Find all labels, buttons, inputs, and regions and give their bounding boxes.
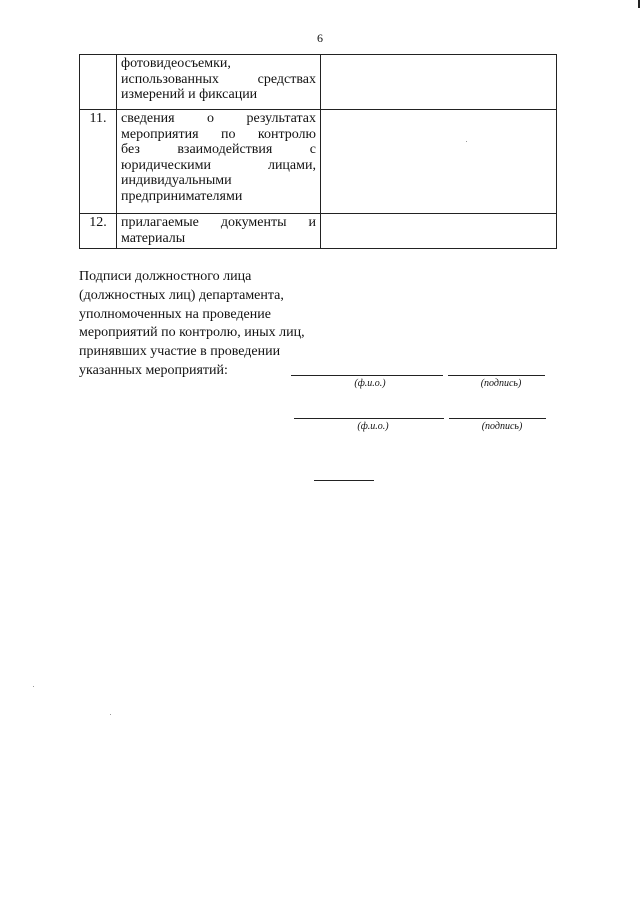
row-label-line: прилагаемые документы и <box>121 215 316 230</box>
fio-caption: (ф.и.о.) <box>354 378 386 389</box>
scan-speck <box>466 141 467 142</box>
fio-caption: (ф.и.о.) <box>357 421 389 432</box>
signature-text-line: Подписи должностного лица <box>79 269 252 284</box>
document-table <box>79 54 557 249</box>
row-number: 11. <box>80 110 117 214</box>
table-row <box>80 55 557 110</box>
row-value <box>321 214 557 249</box>
row-label-line: фотовидеосъемки, <box>121 56 231 71</box>
row-label-line: использованных средствах <box>121 71 316 87</box>
row-label <box>117 55 321 110</box>
signature-text-line: уполномоченных на проведение <box>79 306 271 322</box>
row-value <box>321 55 557 110</box>
row-label-line: без взаимодействия с <box>121 142 316 158</box>
table-row <box>80 110 557 214</box>
signature-text-line: принявших участие в проведении <box>79 344 281 360</box>
scan-speck <box>33 686 34 687</box>
row-value <box>321 110 557 214</box>
signature-text-line: мероприятий по контролю, иных лиц, <box>79 325 305 341</box>
fio-signature-line <box>291 375 443 376</box>
signature-text-line: указанных мероприятий: <box>79 362 228 378</box>
row-label-line: материалы <box>121 230 186 246</box>
row-label-line: мероприятия по контролю <box>121 126 316 142</box>
row-label <box>117 214 321 249</box>
row-number: 12. <box>80 214 117 249</box>
page-number: 6 <box>317 31 323 45</box>
fio-signature-line <box>294 418 444 419</box>
row-label-line: юридическими лицами, <box>121 157 316 173</box>
row-label-line: индивидуальными <box>121 173 232 189</box>
sign-caption: (подпись) <box>481 421 523 432</box>
end-separator-line <box>314 480 374 481</box>
sign-caption: (подпись) <box>480 378 522 389</box>
signature-block-text <box>79 268 339 381</box>
row-label-line: предпринимателями <box>121 188 243 204</box>
row-label-line: измерений и фиксации <box>121 87 258 103</box>
scan-speck <box>110 714 111 715</box>
row-number <box>80 55 117 110</box>
row-label-line: сведения о результатах <box>121 111 316 126</box>
signature-text-line: (должностных лиц) департамента, <box>79 287 284 303</box>
sign-signature-line <box>448 375 545 376</box>
sign-signature-line <box>449 418 546 419</box>
row-label <box>117 110 321 214</box>
table-row <box>80 214 557 249</box>
